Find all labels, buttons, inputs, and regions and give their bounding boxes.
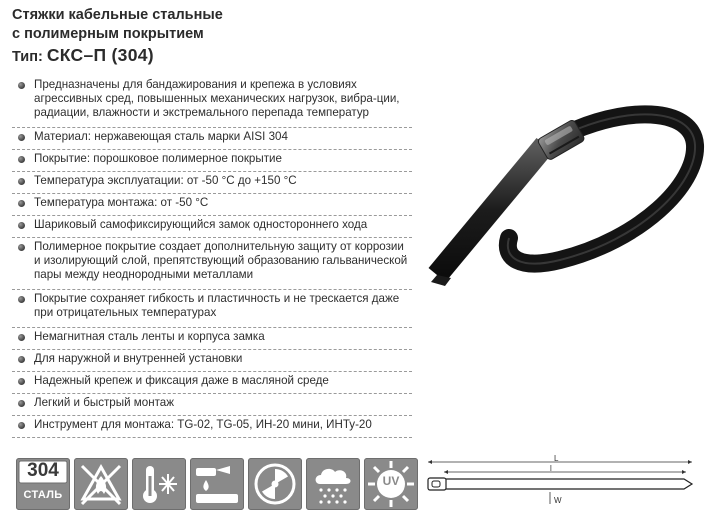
bullet-icon — [18, 244, 25, 251]
feature-item: Покрытие сохраняет гибкость и пластичность и не трескается даже при отрицательных температурах — [12, 290, 412, 328]
bullet-icon — [18, 222, 25, 229]
bullet-icon — [18, 134, 25, 141]
uv-label-text: UV — [382, 474, 400, 488]
feature-item: Предназначены для бандажирования и крепежа в условиях агрессивных сред, повышенных механических нагрузок, вибра-ции, радиации, влажности и экстремального перепада температур — [12, 76, 412, 128]
feature-icons-row — [16, 458, 416, 510]
steel-grade-text: 304 — [27, 460, 59, 481]
steel-304-icon — [16, 458, 70, 510]
no-fire-icon — [74, 458, 128, 510]
width-label: W — [554, 496, 562, 505]
title-line-2: с полимерным покрытием — [12, 26, 204, 42]
feature-item: Шариковый самофиксирующийся замок одностороннего хода — [12, 216, 412, 238]
feature-item: Надежный крепеж и фиксация даже в масляной среде — [12, 372, 412, 394]
uv-resistant-icon — [364, 458, 418, 510]
length-label: L — [554, 454, 559, 463]
bullet-icon — [18, 178, 25, 185]
bullet-icon — [18, 422, 25, 429]
feature-item: Инструмент для монтажа: TG-02, TG-05, ИН-20 мини, ИНТу-20 — [12, 416, 412, 438]
title-line-1: Стяжки кабельные стальные — [12, 7, 223, 23]
bullet-icon — [18, 200, 25, 207]
rain-resistant-icon — [306, 458, 360, 510]
product-title — [12, 6, 342, 67]
feature-item: Полимерное покрытие создает дополнительную защиту от коррозии и изолирующий слой, препятствующий образованию гальванической пары между неоднородными металлами — [12, 238, 412, 290]
inner-length-label: l — [550, 464, 552, 473]
bullet-icon — [18, 378, 25, 385]
feature-item: Покрытие: порошковое полимерное покрытие — [12, 150, 412, 172]
cable-tie-image — [425, 70, 715, 305]
bullet-icon — [18, 356, 25, 363]
feature-item: Температура монтажа: от -50 °С — [12, 194, 412, 216]
feature-list — [12, 76, 412, 438]
feature-item: Температура эксплуатации: от -50 °С до +150 °С — [12, 172, 412, 194]
bullet-icon — [18, 334, 25, 341]
type-label: Тип: — [12, 49, 43, 65]
product-type — [12, 45, 342, 67]
temperature-cold-icon — [132, 458, 186, 510]
feature-item: Материал: нержавеющая сталь марки AISI 304 — [12, 128, 412, 150]
bullet-icon — [18, 296, 25, 303]
oil-resistant-icon — [190, 458, 244, 510]
bullet-icon — [18, 82, 25, 89]
steel-label-text: СТАЛЬ — [23, 489, 63, 501]
dimension-diagram — [422, 448, 712, 512]
feature-item: Легкий и быстрый монтаж — [12, 394, 412, 416]
bullet-icon — [18, 400, 25, 407]
type-code: СКС–П (304) — [46, 45, 154, 65]
feature-item: Немагнитная сталь ленты и корпуса замка — [12, 328, 412, 350]
radiation-icon — [248, 458, 302, 510]
feature-item: Для наружной и внутренней установки — [12, 350, 412, 372]
bullet-icon — [18, 156, 25, 163]
